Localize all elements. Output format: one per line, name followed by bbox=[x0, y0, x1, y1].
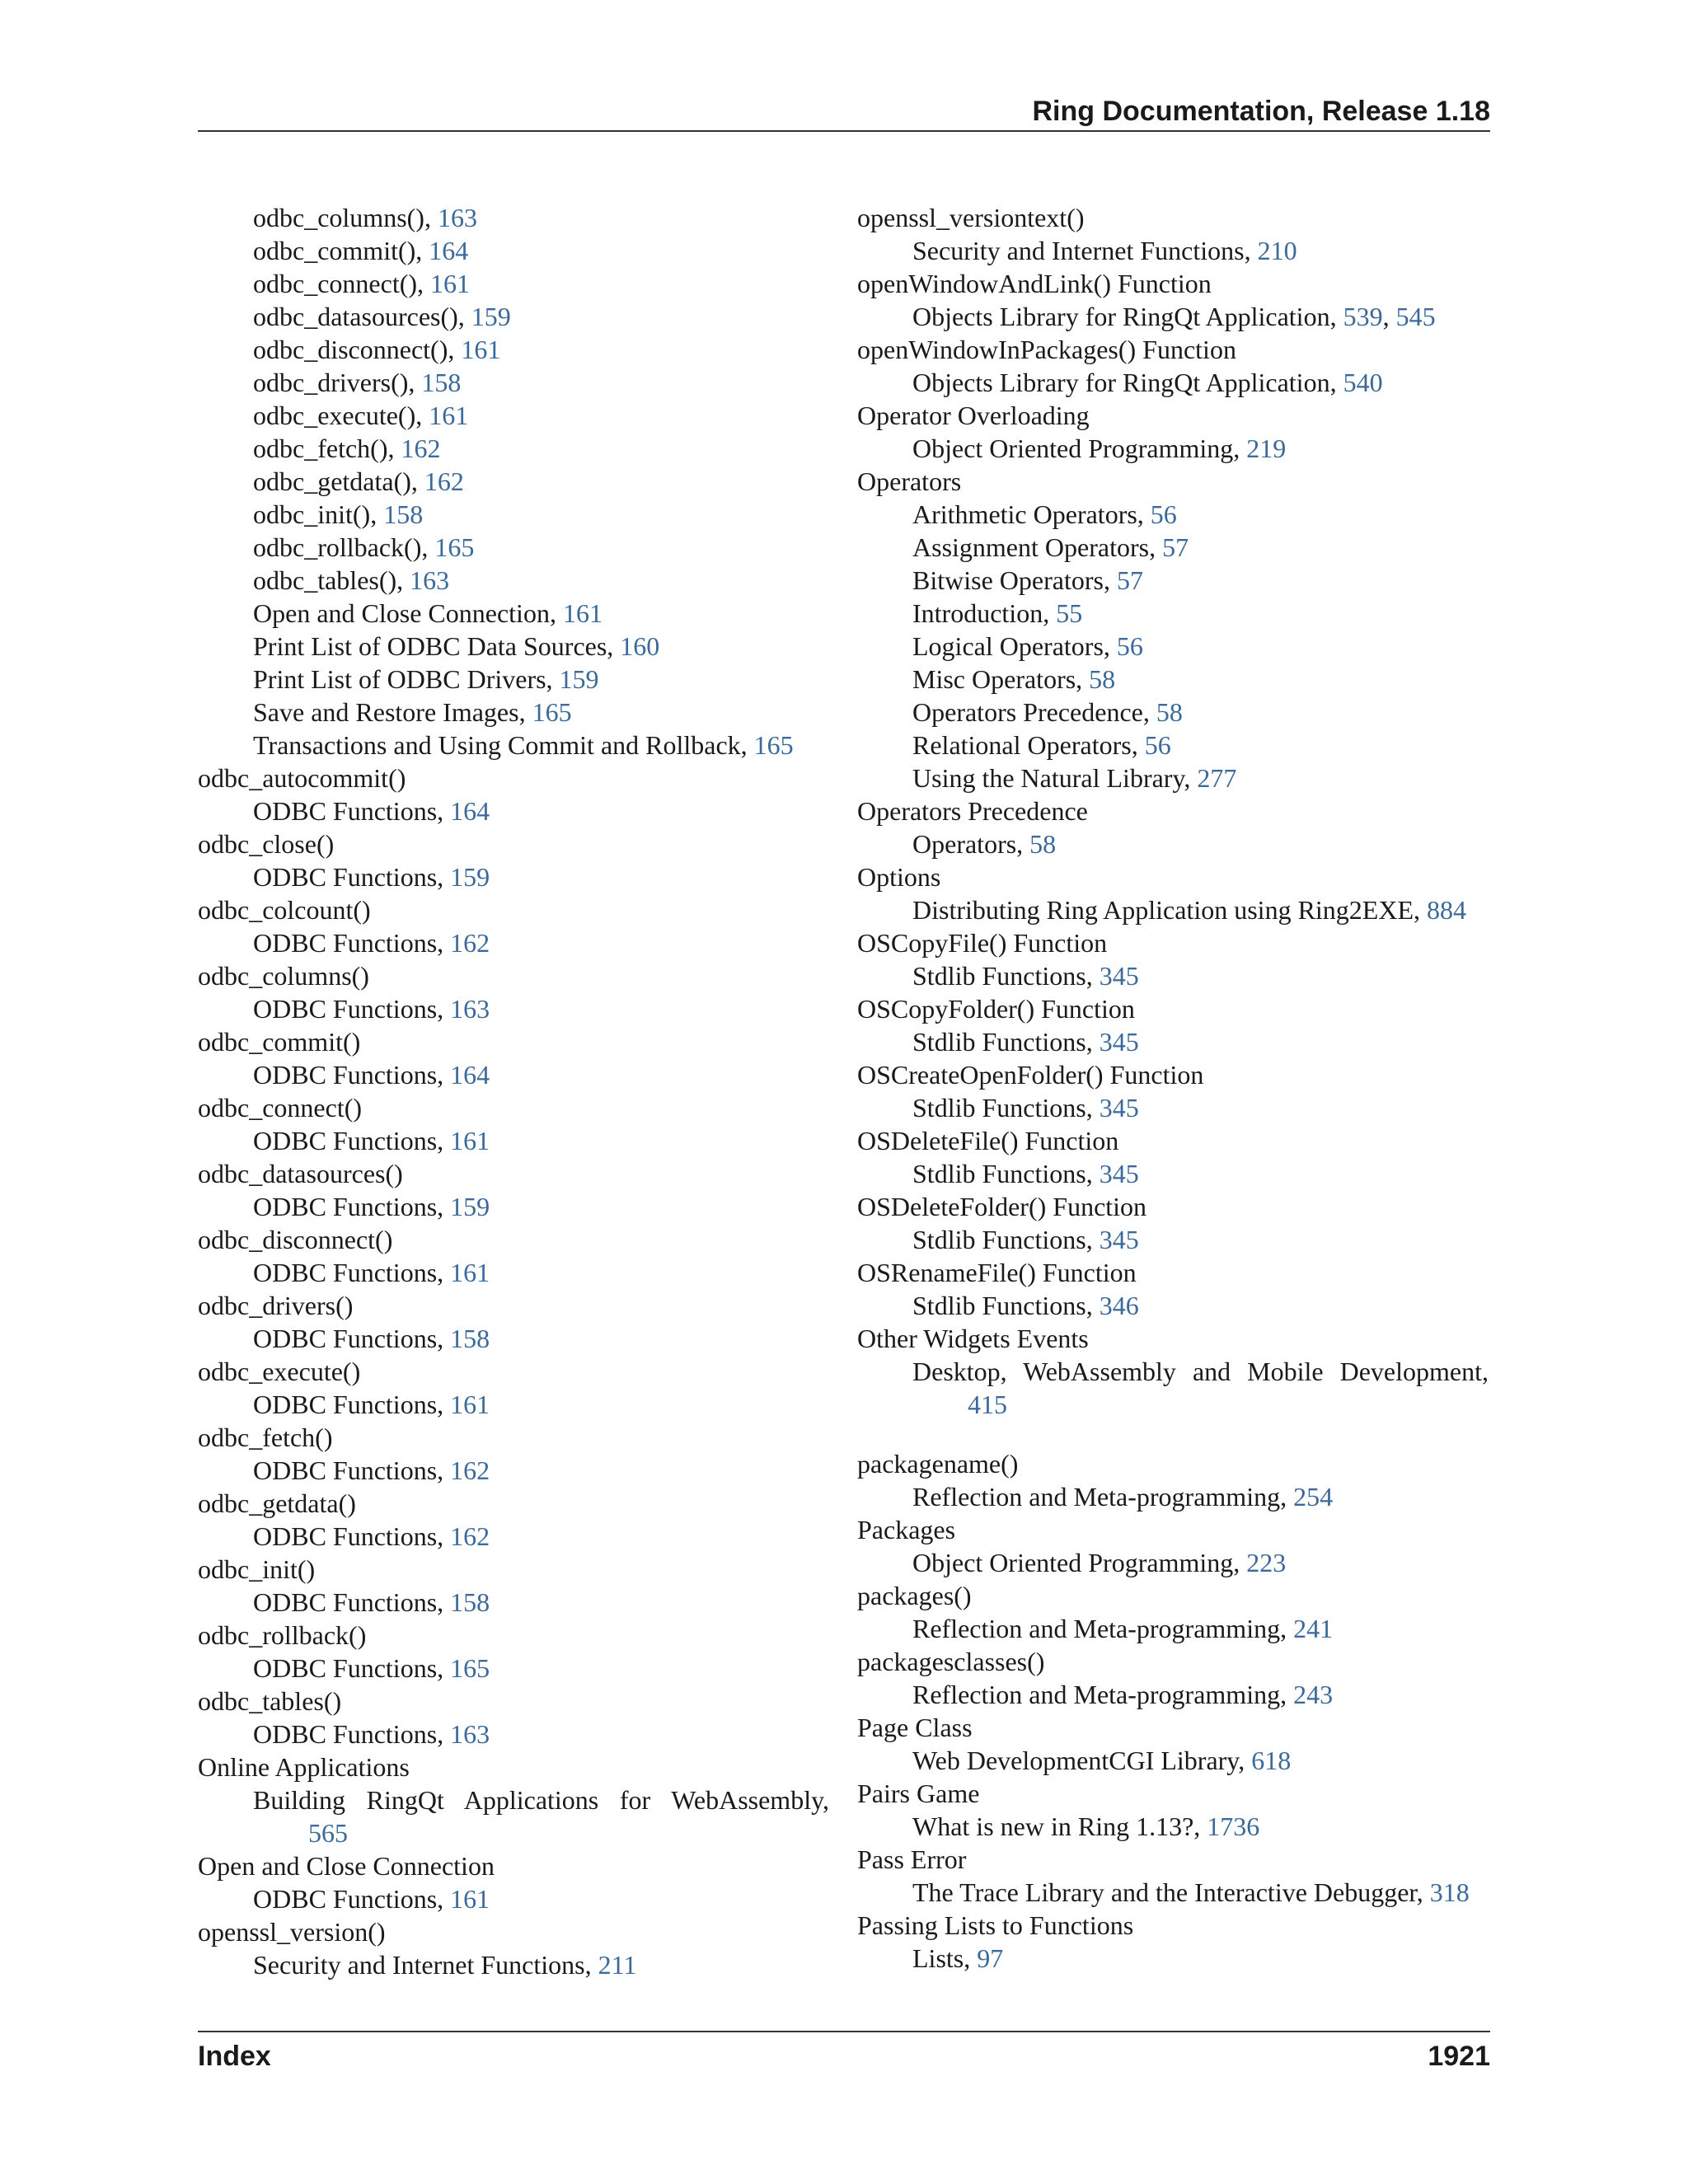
page-reference-link[interactable]: 162 bbox=[450, 1455, 490, 1485]
index-entry-text: Passing Lists to Functions bbox=[857, 1910, 1134, 1940]
index-entry-text: odbc_datasources() bbox=[198, 1159, 403, 1188]
page-reference-link[interactable]: 160 bbox=[620, 631, 660, 661]
index-entry-text: Transactions and Using Commit and Rollback, bbox=[253, 730, 754, 760]
page-reference-link[interactable]: 162 bbox=[401, 434, 441, 463]
index-entry-text: ODBC Functions, bbox=[253, 1060, 451, 1090]
index-term bbox=[198, 1289, 829, 1322]
index-subentry bbox=[857, 1678, 1489, 1711]
index-entry-text: ODBC Functions, bbox=[253, 1653, 451, 1683]
index-entry-text: Options bbox=[857, 862, 941, 892]
index-term bbox=[857, 1909, 1489, 1942]
index-term bbox=[857, 1513, 1489, 1546]
page-reference-link[interactable]: 165 bbox=[753, 730, 794, 760]
index-entry-text: odbc_connect(), bbox=[253, 269, 431, 298]
index-entry-text: Using the Natural Library, bbox=[912, 763, 1198, 793]
index-entry-text: openWindowAndLink() Function bbox=[857, 269, 1212, 298]
index-subentry bbox=[857, 1157, 1489, 1190]
index-entry-text: openssl_versiontext() bbox=[857, 203, 1085, 232]
index-subentry bbox=[198, 1190, 829, 1223]
index-entry-text: Other Widgets Events bbox=[857, 1324, 1089, 1353]
document-title: Ring Documentation, Release 1.18 bbox=[1032, 96, 1490, 127]
index-subentry bbox=[198, 597, 829, 630]
page-reference-link[interactable]: 158 bbox=[383, 499, 424, 529]
index-subentry bbox=[198, 1816, 829, 1849]
index-term bbox=[198, 1685, 829, 1718]
page-reference-link[interactable]: 159 bbox=[450, 1192, 490, 1221]
page-reference-link[interactable]: 58 bbox=[1089, 664, 1116, 694]
index-term bbox=[857, 399, 1489, 432]
index-entry-text: Assignment Operators, bbox=[912, 532, 1163, 562]
index-entry-text: odbc_fetch() bbox=[198, 1422, 333, 1452]
index-subentry bbox=[198, 1718, 829, 1750]
page-reference-link[interactable]: 241 bbox=[1293, 1614, 1334, 1643]
index-subentry bbox=[857, 696, 1489, 729]
index-entry-text: Logical Operators, bbox=[912, 631, 1117, 661]
index-entry-text: ODBC Functions, bbox=[253, 1521, 451, 1551]
index-column-left bbox=[198, 201, 829, 1981]
index-subentry bbox=[857, 1355, 1489, 1388]
index-entry-text: odbc_columns(), bbox=[253, 203, 438, 232]
index-subentry bbox=[857, 1942, 1489, 1975]
page-reference-link[interactable]: 540 bbox=[1343, 368, 1383, 397]
page-reference-link[interactable]: 97 bbox=[977, 1943, 1004, 1973]
index-entry-text: Introduction, bbox=[912, 598, 1057, 628]
page-reference-link[interactable]: 161 bbox=[450, 1390, 490, 1419]
index-term bbox=[198, 1487, 829, 1520]
index-subentry bbox=[198, 465, 829, 498]
index-entry-text: The Trace Library and the Interactive Debugger, bbox=[912, 1877, 1430, 1907]
index-term bbox=[198, 1849, 829, 1882]
index-term bbox=[857, 1843, 1489, 1876]
index-entry-text: ODBC Functions, bbox=[253, 862, 451, 892]
index-entry-text: OSRenameFile() Function bbox=[857, 1258, 1137, 1287]
index-subentry bbox=[857, 630, 1489, 663]
page-reference-link[interactable]: 161 bbox=[450, 1126, 490, 1155]
index-term bbox=[857, 794, 1489, 827]
index-term bbox=[198, 1355, 829, 1388]
page-reference-link[interactable]: 162 bbox=[450, 928, 490, 958]
index-term bbox=[198, 1157, 829, 1190]
page-reference-link[interactable]: 345 bbox=[1099, 1225, 1139, 1254]
index-entry-text: Pairs Game bbox=[857, 1779, 980, 1808]
page-reference-link[interactable]: 58 bbox=[1156, 697, 1183, 727]
page-reference-link[interactable]: 254 bbox=[1293, 1482, 1334, 1511]
index-entry-text: Misc Operators, bbox=[912, 664, 1090, 694]
index-term bbox=[198, 762, 829, 794]
index-entry-text: ODBC Functions, bbox=[253, 1884, 451, 1914]
index-entry-text: Operators, bbox=[912, 829, 1030, 859]
page-reference-link[interactable]: 545 bbox=[1395, 302, 1436, 331]
index-subentry bbox=[198, 234, 829, 267]
index-entry-text: Operator Overloading bbox=[857, 401, 1090, 430]
index-entry-text: OSCopyFile() Function bbox=[857, 928, 1108, 958]
index-subentry bbox=[857, 432, 1489, 465]
index-subentry bbox=[857, 366, 1489, 399]
index-term bbox=[857, 1256, 1489, 1289]
index-subentry bbox=[198, 992, 829, 1025]
index-subentry bbox=[198, 300, 829, 333]
index-term bbox=[198, 959, 829, 992]
index-entry-text: ODBC Functions, bbox=[253, 928, 451, 958]
index-term bbox=[857, 1124, 1489, 1157]
index-subentry bbox=[857, 663, 1489, 696]
index-entry-text: ODBC Functions, bbox=[253, 1587, 451, 1617]
index-subentry bbox=[857, 1546, 1489, 1579]
index-subentry bbox=[198, 860, 829, 893]
page-reference-link[interactable]: 57 bbox=[1162, 532, 1189, 562]
page-number: 1921 bbox=[1428, 2041, 1490, 2072]
index-subentry bbox=[198, 630, 829, 663]
index-subentry bbox=[198, 432, 829, 465]
index-subentry bbox=[198, 333, 829, 366]
index-entry-text: packages() bbox=[857, 1581, 972, 1610]
index-entry-text: ODBC Functions, bbox=[253, 1324, 451, 1353]
index-term bbox=[857, 1190, 1489, 1223]
page-reference-link[interactable]: 219 bbox=[1246, 434, 1287, 463]
index-entry-text: Distributing Ring Application using Ring2EXE, bbox=[912, 895, 1427, 925]
index-term bbox=[198, 1619, 829, 1652]
index-subentry bbox=[857, 564, 1489, 597]
index-entry-text: odbc_commit(), bbox=[253, 236, 429, 265]
page-reference-link[interactable]: 159 bbox=[450, 862, 490, 892]
page-reference-link[interactable]: 159 bbox=[471, 302, 511, 331]
index-entry-text: Relational Operators, bbox=[912, 730, 1145, 760]
index-entry-text: ODBC Functions, bbox=[253, 1455, 451, 1485]
index-term bbox=[857, 992, 1489, 1025]
index-entry-text: Pass Error bbox=[857, 1844, 967, 1874]
index-subentry bbox=[198, 1948, 829, 1981]
index-entry-text: odbc_init() bbox=[198, 1554, 316, 1584]
index-subentry bbox=[857, 234, 1489, 267]
page-reference-link[interactable]: 161 bbox=[430, 269, 471, 298]
index-entry-text: odbc_tables() bbox=[198, 1686, 342, 1716]
index-entry-text: Building RingQt Applications for WebAssembly, bbox=[253, 1785, 829, 1815]
index-subentry bbox=[857, 1223, 1489, 1256]
page-reference-link[interactable]: 163 bbox=[450, 994, 490, 1024]
index-entry-text: OSCreateOpenFolder() Function bbox=[857, 1060, 1204, 1090]
page-reference-link[interactable]: 165 bbox=[450, 1653, 490, 1683]
page-reference-link[interactable]: 163 bbox=[410, 565, 450, 595]
index-term bbox=[198, 1025, 829, 1058]
index-entry-text: Lists, bbox=[912, 1943, 978, 1973]
index-entry-text: ODBC Functions, bbox=[253, 994, 451, 1024]
index-subentry bbox=[198, 794, 829, 827]
index-entry-text: ODBC Functions, bbox=[253, 796, 451, 826]
index-entry-text: Stdlib Functions, bbox=[912, 1159, 1100, 1188]
index-term bbox=[857, 267, 1489, 300]
index-subentry bbox=[857, 597, 1489, 630]
index-entry-text: odbc_init(), bbox=[253, 499, 384, 529]
page-reference-link[interactable]: 162 bbox=[424, 466, 464, 496]
index-term bbox=[857, 860, 1489, 893]
index-term bbox=[857, 1645, 1489, 1678]
index-entry-text: Bitwise Operators, bbox=[912, 565, 1117, 595]
index-subentry bbox=[198, 926, 829, 959]
index-entry-text: odbc_execute(), bbox=[253, 401, 429, 430]
index-entry-text: Operators Precedence, bbox=[912, 697, 1156, 727]
index-subentry bbox=[198, 399, 829, 432]
index-entry-text: odbc_disconnect() bbox=[198, 1225, 393, 1254]
page-reference-link[interactable]: 161 bbox=[429, 401, 469, 430]
page-reference-link[interactable]: 884 bbox=[1427, 895, 1466, 925]
page-reference-link[interactable]: 161 bbox=[450, 1884, 490, 1914]
page-reference-link[interactable]: 161 bbox=[450, 1258, 490, 1287]
page-footer bbox=[198, 2031, 1490, 2073]
index-entry-text: Object Oriented Programming, bbox=[912, 434, 1247, 463]
page-reference-link[interactable]: 565 bbox=[308, 1818, 348, 1848]
index-entry-text: Stdlib Functions, bbox=[912, 1291, 1100, 1320]
index-entry-text: Online Applications bbox=[198, 1752, 410, 1782]
index-subentry bbox=[198, 1652, 829, 1685]
index-entry-text: Stdlib Functions, bbox=[912, 1027, 1100, 1057]
index-subentry bbox=[198, 1256, 829, 1289]
index-entry-text: OSDeleteFolder() Function bbox=[857, 1192, 1147, 1221]
index-term bbox=[857, 1447, 1489, 1480]
index-entry-text: Print List of ODBC Data Sources, bbox=[253, 631, 621, 661]
index-subentry bbox=[857, 1480, 1489, 1513]
page-reference-link[interactable]: 57 bbox=[1116, 565, 1143, 595]
index-entry-text: ODBC Functions, bbox=[253, 1192, 451, 1221]
index-term bbox=[198, 1553, 829, 1586]
index-term bbox=[198, 1223, 829, 1256]
index-subentry bbox=[198, 267, 829, 300]
page-reference-link[interactable]: 345 bbox=[1099, 1027, 1139, 1057]
index-entry-text: odbc_getdata() bbox=[198, 1488, 356, 1518]
index-entry-text: odbc_disconnect(), bbox=[253, 335, 462, 364]
index-subentry bbox=[198, 564, 829, 597]
index-entry-text: Operators Precedence bbox=[857, 796, 1088, 826]
index-entry-text: Desktop, WebAssembly and Mobile Development, bbox=[912, 1357, 1489, 1386]
index-entry-text: ODBC Functions, bbox=[253, 1126, 451, 1155]
page-reference-link[interactable]: 1736 bbox=[1207, 1811, 1260, 1841]
index-subentry bbox=[198, 1058, 829, 1091]
index-entry-text: openssl_version() bbox=[198, 1917, 386, 1947]
index-term bbox=[857, 1322, 1489, 1355]
page-reference-link[interactable]: 618 bbox=[1251, 1746, 1292, 1775]
index-entry-text: Object Oriented Programming, bbox=[912, 1548, 1247, 1577]
index-subentry bbox=[857, 1388, 1489, 1421]
index-term bbox=[857, 333, 1489, 366]
index-entry-text: OSDeleteFile() Function bbox=[857, 1126, 1119, 1155]
index-entry-text: packagesclasses() bbox=[857, 1647, 1045, 1676]
page-reference-link[interactable]: 55 bbox=[1056, 598, 1083, 628]
index-subentry bbox=[857, 1289, 1489, 1322]
index-subentry bbox=[198, 1322, 829, 1355]
index-entry-text: Objects Library for RingQt Application, bbox=[912, 368, 1343, 397]
index-entry-text: Print List of ODBC Drivers, bbox=[253, 664, 560, 694]
page-reference-link[interactable]: 162 bbox=[450, 1521, 490, 1551]
page-reference-link[interactable]: 164 bbox=[450, 1060, 490, 1090]
page-reference-link[interactable]: 58 bbox=[1029, 829, 1057, 859]
page-reference-link[interactable]: 277 bbox=[1197, 763, 1237, 793]
index-term bbox=[198, 1750, 829, 1783]
index-entry-text: Page Class bbox=[857, 1713, 973, 1742]
index-entry-text: odbc_getdata(), bbox=[253, 466, 424, 496]
index-subentry bbox=[857, 893, 1489, 926]
index-term bbox=[857, 465, 1489, 498]
index-subentry bbox=[198, 1783, 829, 1816]
index-entry-text: odbc_rollback(), bbox=[253, 532, 435, 562]
index-term bbox=[857, 1579, 1489, 1612]
page-reference-link[interactable]: 158 bbox=[450, 1587, 490, 1617]
index-entry-text: odbc_tables(), bbox=[253, 565, 410, 595]
index-subentry bbox=[857, 1091, 1489, 1124]
index-entry-text: Open and Close Connection bbox=[198, 1851, 495, 1881]
page-reference-link[interactable]: 318 bbox=[1429, 1877, 1470, 1907]
index-subentry bbox=[198, 366, 829, 399]
index-entry-text: odbc_columns() bbox=[198, 961, 369, 991]
index-term bbox=[198, 827, 829, 860]
index-subentry bbox=[857, 498, 1489, 531]
index-subentry bbox=[857, 300, 1489, 333]
index-subentry bbox=[857, 1612, 1489, 1645]
page-reference-link[interactable]: 164 bbox=[429, 236, 469, 265]
index-entry-text: odbc_autocommit() bbox=[198, 763, 406, 793]
index-subentry bbox=[198, 1520, 829, 1553]
page-reference-link[interactable]: 159 bbox=[559, 664, 599, 694]
ref-separator: , bbox=[1382, 302, 1396, 331]
index-term bbox=[857, 926, 1489, 959]
page-reference-link[interactable]: 163 bbox=[450, 1719, 490, 1749]
page-reference-link[interactable]: 165 bbox=[434, 532, 475, 562]
index-entry-text: packagename() bbox=[857, 1449, 1019, 1479]
running-header bbox=[198, 92, 1490, 132]
index-entry-text: odbc_fetch(), bbox=[253, 434, 401, 463]
index-subentry bbox=[857, 762, 1489, 794]
index-entry-text: odbc_execute() bbox=[198, 1357, 361, 1386]
page-reference-link[interactable]: 539 bbox=[1343, 302, 1383, 331]
index-subentry bbox=[857, 729, 1489, 762]
index-term bbox=[198, 893, 829, 926]
index-entry-text: Open and Close Connection, bbox=[253, 598, 563, 628]
index-entry-text: Objects Library for RingQt Application, bbox=[912, 302, 1343, 331]
index-column-right bbox=[857, 201, 1489, 1975]
index-subentry bbox=[198, 531, 829, 564]
footer-section-name: Index bbox=[198, 2041, 271, 2072]
page-reference-link[interactable]: 415 bbox=[968, 1390, 1007, 1419]
index-entry-text: openWindowInPackages() Function bbox=[857, 335, 1236, 364]
index-subentry bbox=[857, 1876, 1489, 1909]
page-reference-link[interactable]: 161 bbox=[461, 335, 501, 364]
index-entry-text: odbc_rollback() bbox=[198, 1620, 367, 1650]
index-subentry bbox=[857, 827, 1489, 860]
index-entry-text: OSCopyFolder() Function bbox=[857, 994, 1135, 1024]
index-subentry bbox=[198, 663, 829, 696]
index-entry-text: Stdlib Functions, bbox=[912, 1225, 1100, 1254]
index-entry-text: What is new in Ring 1.13?, bbox=[912, 1811, 1207, 1841]
index-entry-text: Web DevelopmentCGI Library, bbox=[912, 1746, 1252, 1775]
page-reference-link[interactable]: 161 bbox=[562, 598, 603, 628]
page-reference-link[interactable]: 211 bbox=[598, 1950, 637, 1980]
index-subentry bbox=[198, 1586, 829, 1619]
index-entry-text: odbc_connect() bbox=[198, 1093, 363, 1122]
page-reference-link[interactable]: 158 bbox=[450, 1324, 490, 1353]
index-entry-text: odbc_drivers() bbox=[198, 1291, 354, 1320]
index-entry-text: odbc_datasources(), bbox=[253, 302, 471, 331]
page-reference-link[interactable]: 223 bbox=[1246, 1548, 1287, 1577]
index-subentry bbox=[857, 1810, 1489, 1843]
index-term bbox=[857, 1711, 1489, 1744]
index-subentry bbox=[857, 531, 1489, 564]
index-entry-text: Security and Internet Functions, bbox=[253, 1950, 598, 1980]
index-entry-text: Packages bbox=[857, 1515, 956, 1544]
page-reference-link[interactable]: 345 bbox=[1099, 1159, 1139, 1188]
page-reference-link[interactable]: 345 bbox=[1099, 1093, 1139, 1122]
page-reference-link[interactable]: 165 bbox=[532, 697, 572, 727]
index-term bbox=[198, 1421, 829, 1454]
index-entry-text: Reflection and Meta-programming, bbox=[912, 1680, 1294, 1709]
page-reference-link[interactable]: 210 bbox=[1257, 236, 1297, 265]
page-reference-link[interactable]: 164 bbox=[450, 796, 490, 826]
index-entry-text: Stdlib Functions, bbox=[912, 1093, 1100, 1122]
page-reference-link[interactable]: 56 bbox=[1116, 631, 1143, 661]
index-term bbox=[857, 1777, 1489, 1810]
index-entry-text: ODBC Functions, bbox=[253, 1719, 451, 1749]
index-entry-text: Security and Internet Functions, bbox=[912, 236, 1258, 265]
index-subentry bbox=[198, 1388, 829, 1421]
index-entry-text: Stdlib Functions, bbox=[912, 961, 1100, 991]
index-subentry bbox=[857, 1744, 1489, 1777]
index-entry-text: Save and Restore Images, bbox=[253, 697, 532, 727]
index-term bbox=[857, 201, 1489, 234]
index-subentry bbox=[198, 1882, 829, 1915]
page-reference-link[interactable]: 158 bbox=[421, 368, 462, 397]
page-reference-link[interactable]: 346 bbox=[1099, 1291, 1139, 1320]
index-entry-text: odbc_drivers(), bbox=[253, 368, 422, 397]
index-subentry bbox=[198, 1454, 829, 1487]
index-entry-text: odbc_commit() bbox=[198, 1027, 361, 1057]
index-entry-text: ODBC Functions, bbox=[253, 1390, 451, 1419]
index-entry-text: odbc_colcount() bbox=[198, 895, 371, 925]
index-subentry bbox=[198, 498, 829, 531]
page-reference-link[interactable]: 345 bbox=[1099, 961, 1139, 991]
index-subentry bbox=[857, 959, 1489, 992]
index-term bbox=[198, 1915, 829, 1948]
index-subentry bbox=[857, 1025, 1489, 1058]
index-subentry bbox=[198, 729, 829, 762]
index-entry-text: Reflection and Meta-programming, bbox=[912, 1482, 1294, 1511]
index-entry-text: Reflection and Meta-programming, bbox=[912, 1614, 1294, 1643]
page-reference-link[interactable]: 56 bbox=[1150, 499, 1177, 529]
index-entry-text: Arithmetic Operators, bbox=[912, 499, 1151, 529]
page-reference-link[interactable]: 163 bbox=[437, 203, 477, 232]
index-term bbox=[857, 1058, 1489, 1091]
index-entry-text: odbc_close() bbox=[198, 829, 335, 859]
index-entry-text: Operators bbox=[857, 466, 962, 496]
index-subentry bbox=[198, 201, 829, 234]
index-entry-text: ODBC Functions, bbox=[253, 1258, 451, 1287]
index-subentry bbox=[198, 1124, 829, 1157]
page-reference-link[interactable]: 56 bbox=[1144, 730, 1171, 760]
index-subentry bbox=[198, 696, 829, 729]
page-reference-link[interactable]: 243 bbox=[1293, 1680, 1334, 1709]
index-term bbox=[198, 1091, 829, 1124]
